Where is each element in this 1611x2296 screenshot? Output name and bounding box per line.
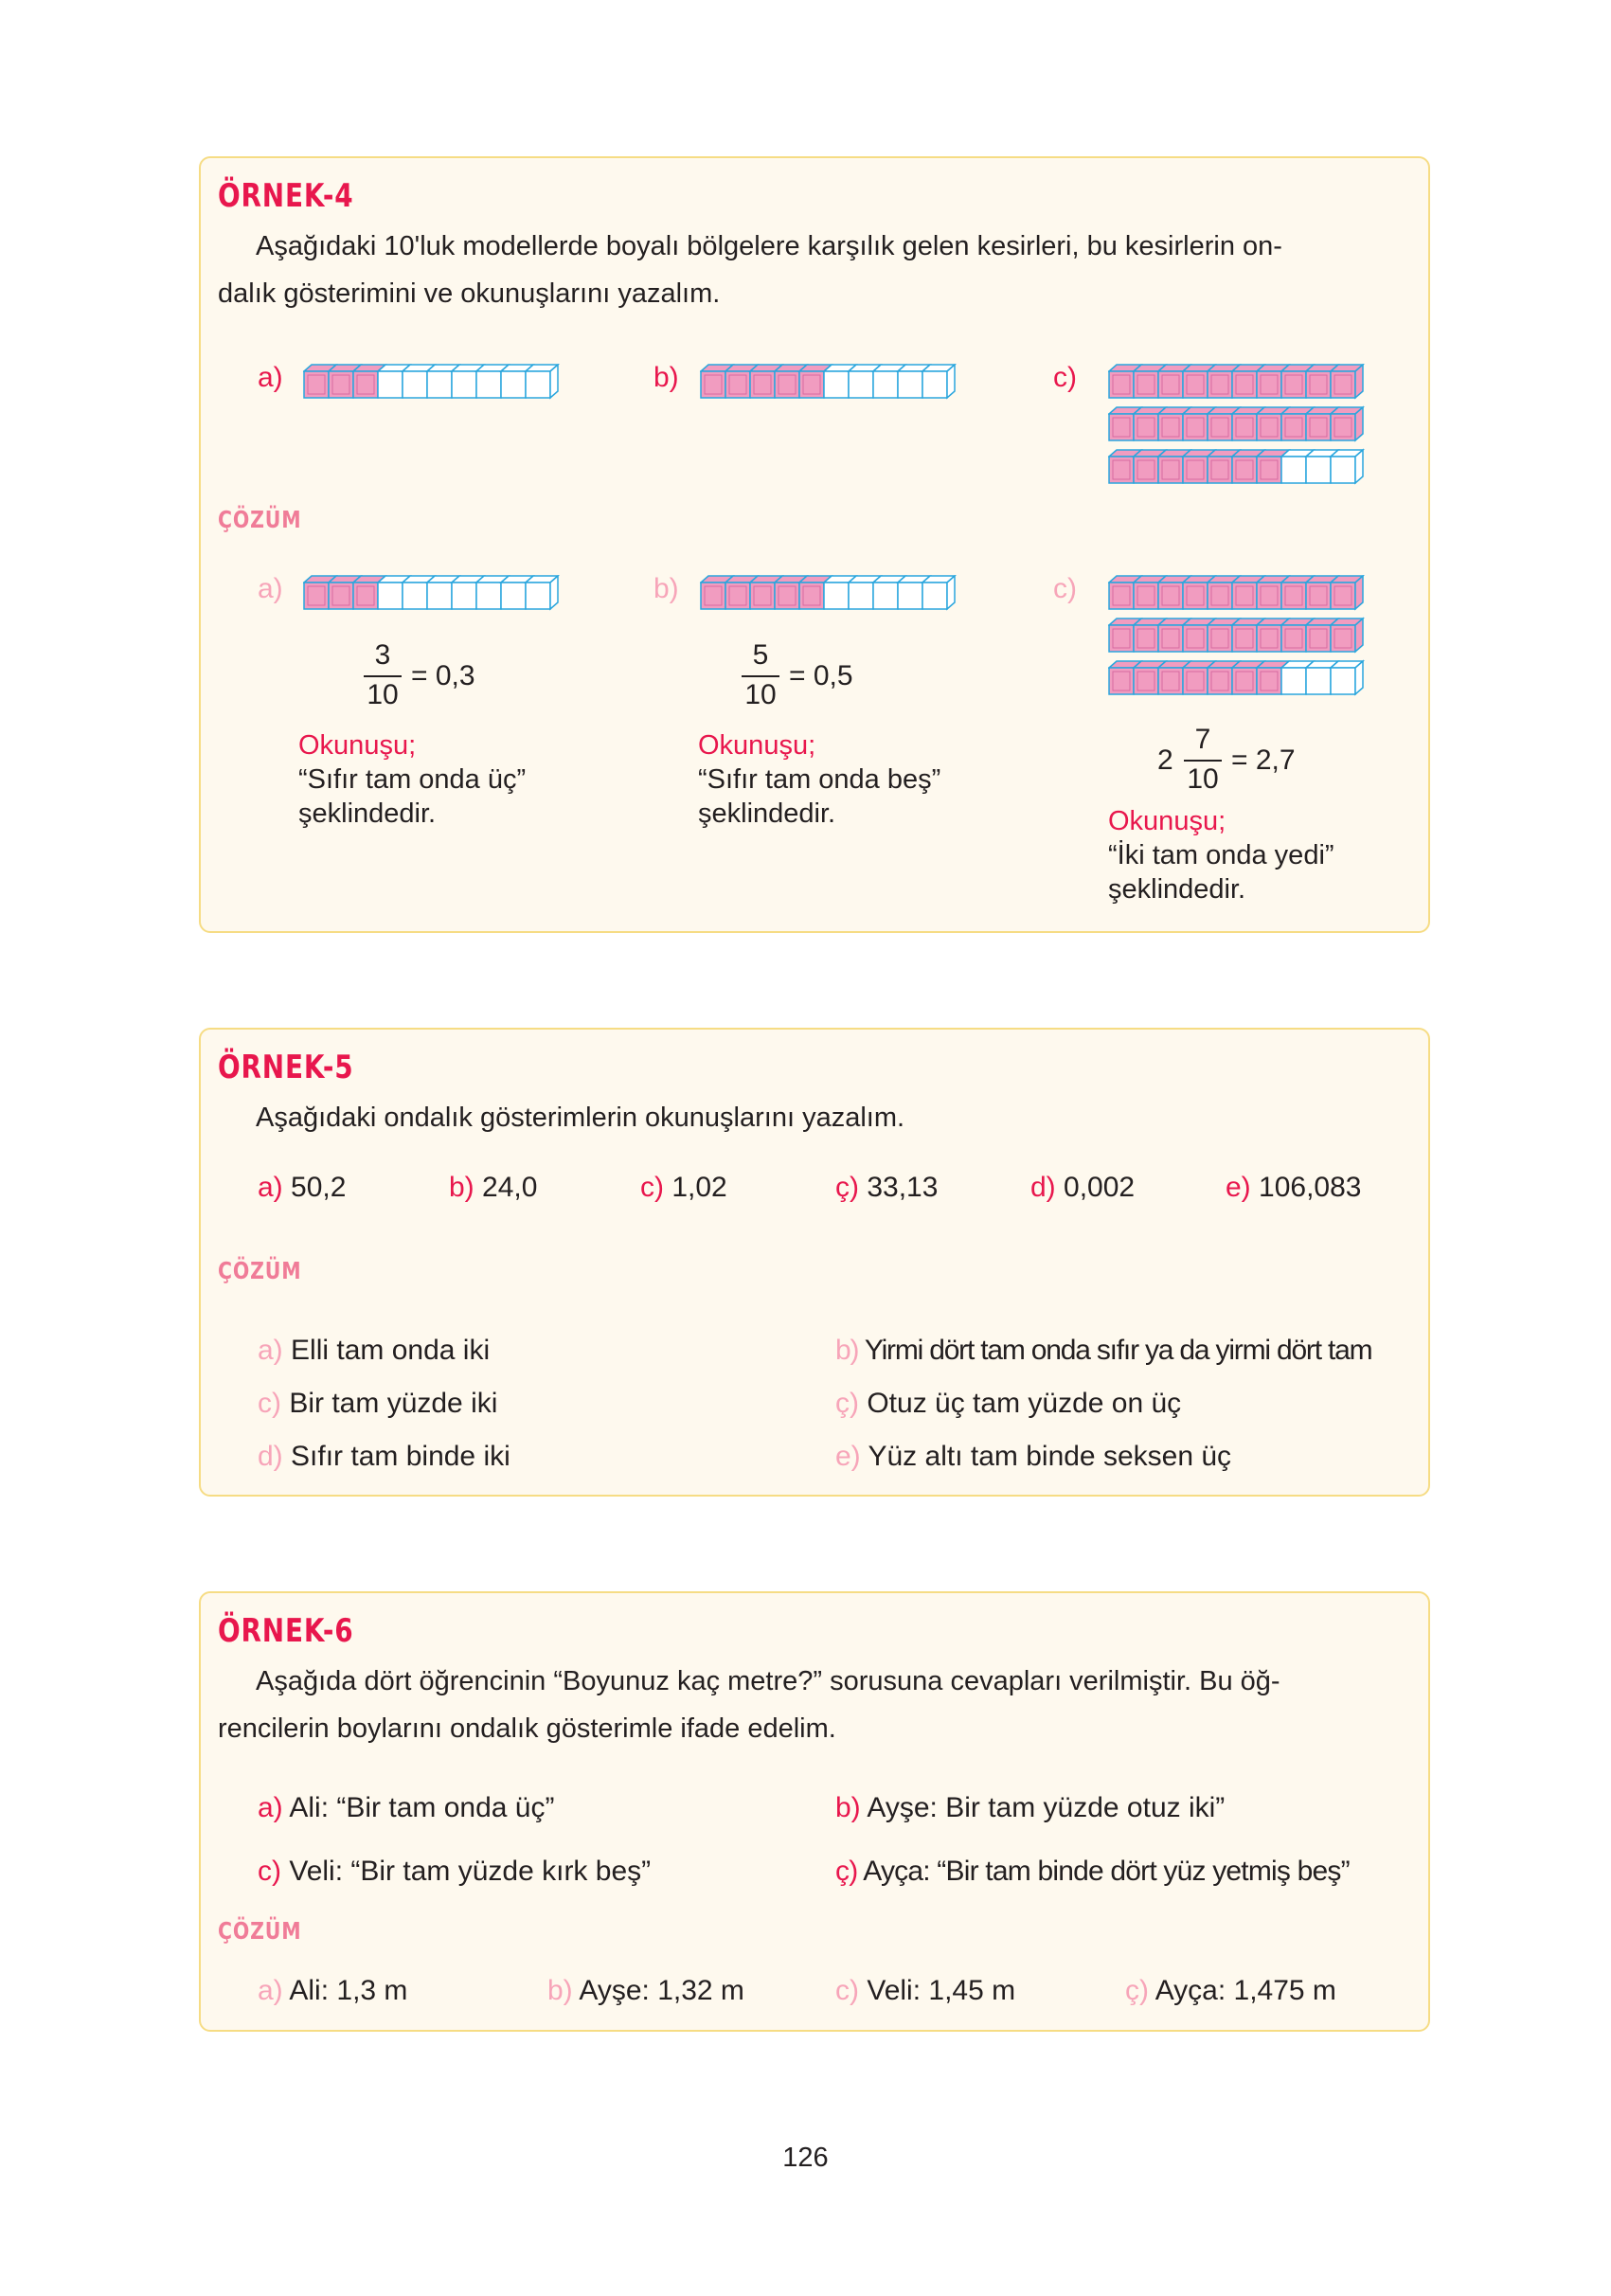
- example-4-box: [199, 156, 1430, 933]
- empty-cube: [427, 583, 452, 609]
- empty-cube: [873, 371, 898, 398]
- height-answer-c: [835, 1975, 1015, 2007]
- height-answer-a: [258, 1975, 407, 2007]
- height-answer-cc-text: Ayça: 1,475 m: [1155, 1975, 1336, 2006]
- decimal-item-e: [1226, 1172, 1361, 1204]
- empty-cube: [501, 371, 526, 398]
- example-4-intro: [218, 223, 1409, 317]
- decimal-item-e-value: 106,083: [1259, 1172, 1362, 1203]
- ten-model-q-a: [303, 364, 568, 402]
- example-5-intro: Aşağıdaki ondalık gösterimlerin okunuşlarını yazalım.: [256, 1103, 905, 1133]
- reading-a-line2: şeklindedir.: [298, 798, 437, 829]
- cube-side: [1355, 365, 1363, 398]
- decimal-item-d: [1030, 1172, 1135, 1204]
- reading-answer-e-text: Yüz altı tam binde seksen üç: [868, 1441, 1232, 1472]
- decimal-item-a-value: 50,2: [291, 1172, 347, 1203]
- reading-a-line1: “Sıfır tam onda üç”: [298, 764, 527, 795]
- decimal-item-e-label: e): [1226, 1172, 1251, 1203]
- reading-c: [1108, 804, 1334, 906]
- reading-answer-a-text: Elli tam onda iki: [291, 1335, 491, 1366]
- empty-cube: [849, 583, 873, 609]
- fraction-a-numerator: 3: [374, 639, 391, 671]
- height-statement-cc: [835, 1856, 1350, 1888]
- empty-cube: [526, 583, 550, 609]
- fraction-a-bar: [364, 675, 402, 677]
- reading-c-line1: “İki tam onda yedi”: [1108, 840, 1334, 870]
- decimal-item-cc-value: 33,13: [867, 1172, 939, 1203]
- decimal-item-c-label: c): [640, 1172, 664, 1203]
- fraction-c-result: = 2,7: [1231, 744, 1296, 776]
- reading-answer-a: [258, 1335, 490, 1367]
- height-answer-b-text: Ayşe: 1,32 m: [579, 1975, 744, 2006]
- decimal-item-d-value: 0,002: [1064, 1172, 1136, 1203]
- example-5-box: [199, 1028, 1430, 1497]
- decimal-item-b-label: b): [449, 1172, 474, 1203]
- empty-cube: [1306, 668, 1331, 694]
- decimal-item-a: [258, 1172, 346, 1204]
- empty-cube: [898, 371, 922, 398]
- reading-b-heading: Okunuşu;: [698, 730, 816, 761]
- height-answer-cc-label: ç): [1125, 1975, 1149, 2006]
- height-statement-a-label: a): [258, 1792, 283, 1823]
- solution-label-6: ÇÖZÜM: [218, 1917, 302, 1945]
- height-statement-b: [835, 1792, 1225, 1824]
- solution-label-5: ÇÖZÜM: [218, 1257, 302, 1284]
- empty-cube: [1306, 457, 1331, 483]
- cube-side: [550, 365, 558, 398]
- height-answer-c-text: Veli: 1,45 m: [867, 1975, 1016, 2006]
- reading-c-heading: Okunuşu;: [1108, 806, 1226, 836]
- empty-cube: [378, 583, 403, 609]
- reading-answer-d-label: d): [258, 1441, 283, 1472]
- fraction-a-denominator: 10: [367, 679, 399, 710]
- cube-side: [947, 365, 955, 398]
- decimal-item-c: [640, 1172, 727, 1204]
- height-statement-b-text: Ayşe: Bir tam yüzde otuz iki”: [867, 1792, 1226, 1823]
- reading-answer-c-label: c): [258, 1388, 281, 1419]
- example-6-title: ÖRNEK-6: [218, 1612, 354, 1650]
- decimal-item-b-value: 24,0: [482, 1172, 538, 1203]
- ten-model-q-c: [1108, 364, 1373, 487]
- example-4-intro-line1: Aşağıdaki 10'luk modellerde boyalı bölgelere karşılık gelen kesirleri, bu kesirlerin on-: [256, 231, 1282, 261]
- decimal-item-b: [449, 1172, 537, 1204]
- fraction-c-whole: 2: [1157, 744, 1173, 776]
- example-6-box: [199, 1591, 1430, 2032]
- empty-cube: [922, 583, 947, 609]
- reading-answer-cc: [835, 1388, 1181, 1420]
- empty-cube: [476, 371, 501, 398]
- solution-label: ÇÖZÜM: [218, 506, 302, 533]
- empty-cube: [526, 371, 550, 398]
- ten-model-q-b: [700, 364, 965, 402]
- example-4-title: ÖRNEK-4: [218, 177, 354, 215]
- decimal-item-cc: [835, 1172, 938, 1204]
- height-statement-cc-text: Ayça: “Bir tam binde dört yüz yetmiş beş”: [863, 1856, 1350, 1887]
- reading-answer-d-text: Sıfır tam binde iki: [291, 1441, 510, 1472]
- reading-answer-c: [258, 1388, 497, 1420]
- reading-b-line2: şeklindedir.: [698, 798, 836, 829]
- reading-c-line2: şeklindedir.: [1108, 874, 1246, 905]
- height-statement-c: [258, 1856, 651, 1888]
- height-answer-a-label: a): [258, 1975, 283, 2006]
- empty-cube: [898, 583, 922, 609]
- fraction-b-result: = 0,5: [789, 660, 853, 691]
- example-6-intro-line2: rencilerin boylarını ondalık gösterimle ifade edelim.: [218, 1713, 836, 1744]
- empty-cube: [824, 371, 849, 398]
- ten-model-sol-c: [1108, 575, 1373, 698]
- empty-cube: [378, 371, 403, 398]
- cube-side: [1355, 450, 1363, 483]
- reading-b: [698, 728, 940, 831]
- height-answer-cc: [1125, 1975, 1336, 2007]
- height-statement-c-text: Veli: “Bir tam yüzde kırk beş”: [289, 1856, 652, 1887]
- reading-a-heading: Okunuşu;: [298, 730, 417, 761]
- cube-side: [1355, 661, 1363, 694]
- fraction-a-result: = 0,3: [411, 660, 475, 691]
- empty-cube: [824, 583, 849, 609]
- solution-b-label: b): [653, 573, 679, 604]
- fraction-c-denominator: 10: [1187, 763, 1219, 795]
- question-b-label: b): [653, 362, 679, 393]
- height-answer-b-label: b): [547, 1975, 573, 2006]
- reading-answer-b-text: Yirmi dört tam onda sıfır ya da yirmi dört tam: [864, 1335, 1372, 1366]
- height-statement-a: [258, 1792, 554, 1824]
- empty-cube: [873, 583, 898, 609]
- height-answer-a-text: Ali: 1,3 m: [289, 1975, 408, 2006]
- example-4-intro-line2: dalık gösterimini ve okunuşlarını yazalım.: [218, 278, 721, 309]
- cube-side: [1355, 407, 1363, 440]
- reading-answer-b-label: b): [835, 1335, 859, 1366]
- example-6-intro: [218, 1658, 1409, 1752]
- reading-answer-cc-text: Otuz üç tam yüzde on üç: [867, 1388, 1182, 1419]
- reading-answer-a-label: a): [258, 1335, 283, 1366]
- decimal-item-d-label: d): [1030, 1172, 1056, 1203]
- reading-answer-e: [835, 1441, 1231, 1473]
- decimal-item-a-label: a): [258, 1172, 283, 1203]
- empty-cube: [1281, 457, 1306, 483]
- reading-a: [298, 728, 526, 831]
- empty-cube: [403, 583, 427, 609]
- empty-cube: [476, 583, 501, 609]
- question-c-label: c): [1053, 362, 1077, 393]
- height-statement-c-label: c): [258, 1856, 281, 1887]
- empty-cube: [403, 371, 427, 398]
- reading-answer-cc-label: ç): [835, 1388, 859, 1419]
- reading-b-line1: “Sıfır tam onda beş”: [698, 764, 941, 795]
- empty-cube: [1331, 668, 1355, 694]
- reading-answer-e-label: e): [835, 1441, 861, 1472]
- fraction-c-numerator: 7: [1194, 724, 1211, 755]
- height-answer-c-label: c): [835, 1975, 859, 2006]
- solution-c-label: c): [1053, 573, 1077, 604]
- empty-cube: [452, 583, 476, 609]
- empty-cube: [1331, 457, 1355, 483]
- fraction-b-bar: [742, 675, 779, 677]
- question-a-label: a): [258, 362, 283, 393]
- empty-cube: [922, 371, 947, 398]
- fraction-c-bar: [1184, 760, 1222, 762]
- example-6-intro-line1: Aşağıda dört öğrencinin “Boyunuz kaç metre?” sorusuna cevapları verilmiştir. Bu öğ-: [256, 1666, 1280, 1696]
- fraction-b-denominator: 10: [744, 679, 777, 710]
- cube-side: [1355, 619, 1363, 652]
- cube-side: [1355, 576, 1363, 609]
- solution-a-label: a): [258, 573, 283, 604]
- reading-answer-d: [258, 1441, 510, 1473]
- empty-cube: [1281, 668, 1306, 694]
- empty-cube: [452, 371, 476, 398]
- example-5-title: ÖRNEK-5: [218, 1049, 354, 1086]
- height-statement-a-text: Ali: “Bir tam onda üç”: [289, 1792, 555, 1823]
- fraction-b-numerator: 5: [752, 639, 769, 671]
- reading-answer-b: [835, 1335, 1371, 1367]
- ten-model-sol-a: [303, 575, 568, 613]
- decimal-item-c-value: 1,02: [671, 1172, 727, 1203]
- cube-side: [947, 576, 955, 609]
- cube-side: [550, 576, 558, 609]
- height-statement-cc-label: ç): [835, 1856, 858, 1887]
- height-statement-b-label: b): [835, 1792, 861, 1823]
- empty-cube: [501, 583, 526, 609]
- height-answer-b: [547, 1975, 744, 2007]
- page-number: 126: [782, 2143, 829, 2173]
- empty-cube: [427, 371, 452, 398]
- ten-model-sol-b: [700, 575, 965, 613]
- reading-answer-c-text: Bir tam yüzde iki: [289, 1388, 498, 1419]
- decimal-item-cc-label: ç): [835, 1172, 859, 1203]
- empty-cube: [849, 371, 873, 398]
